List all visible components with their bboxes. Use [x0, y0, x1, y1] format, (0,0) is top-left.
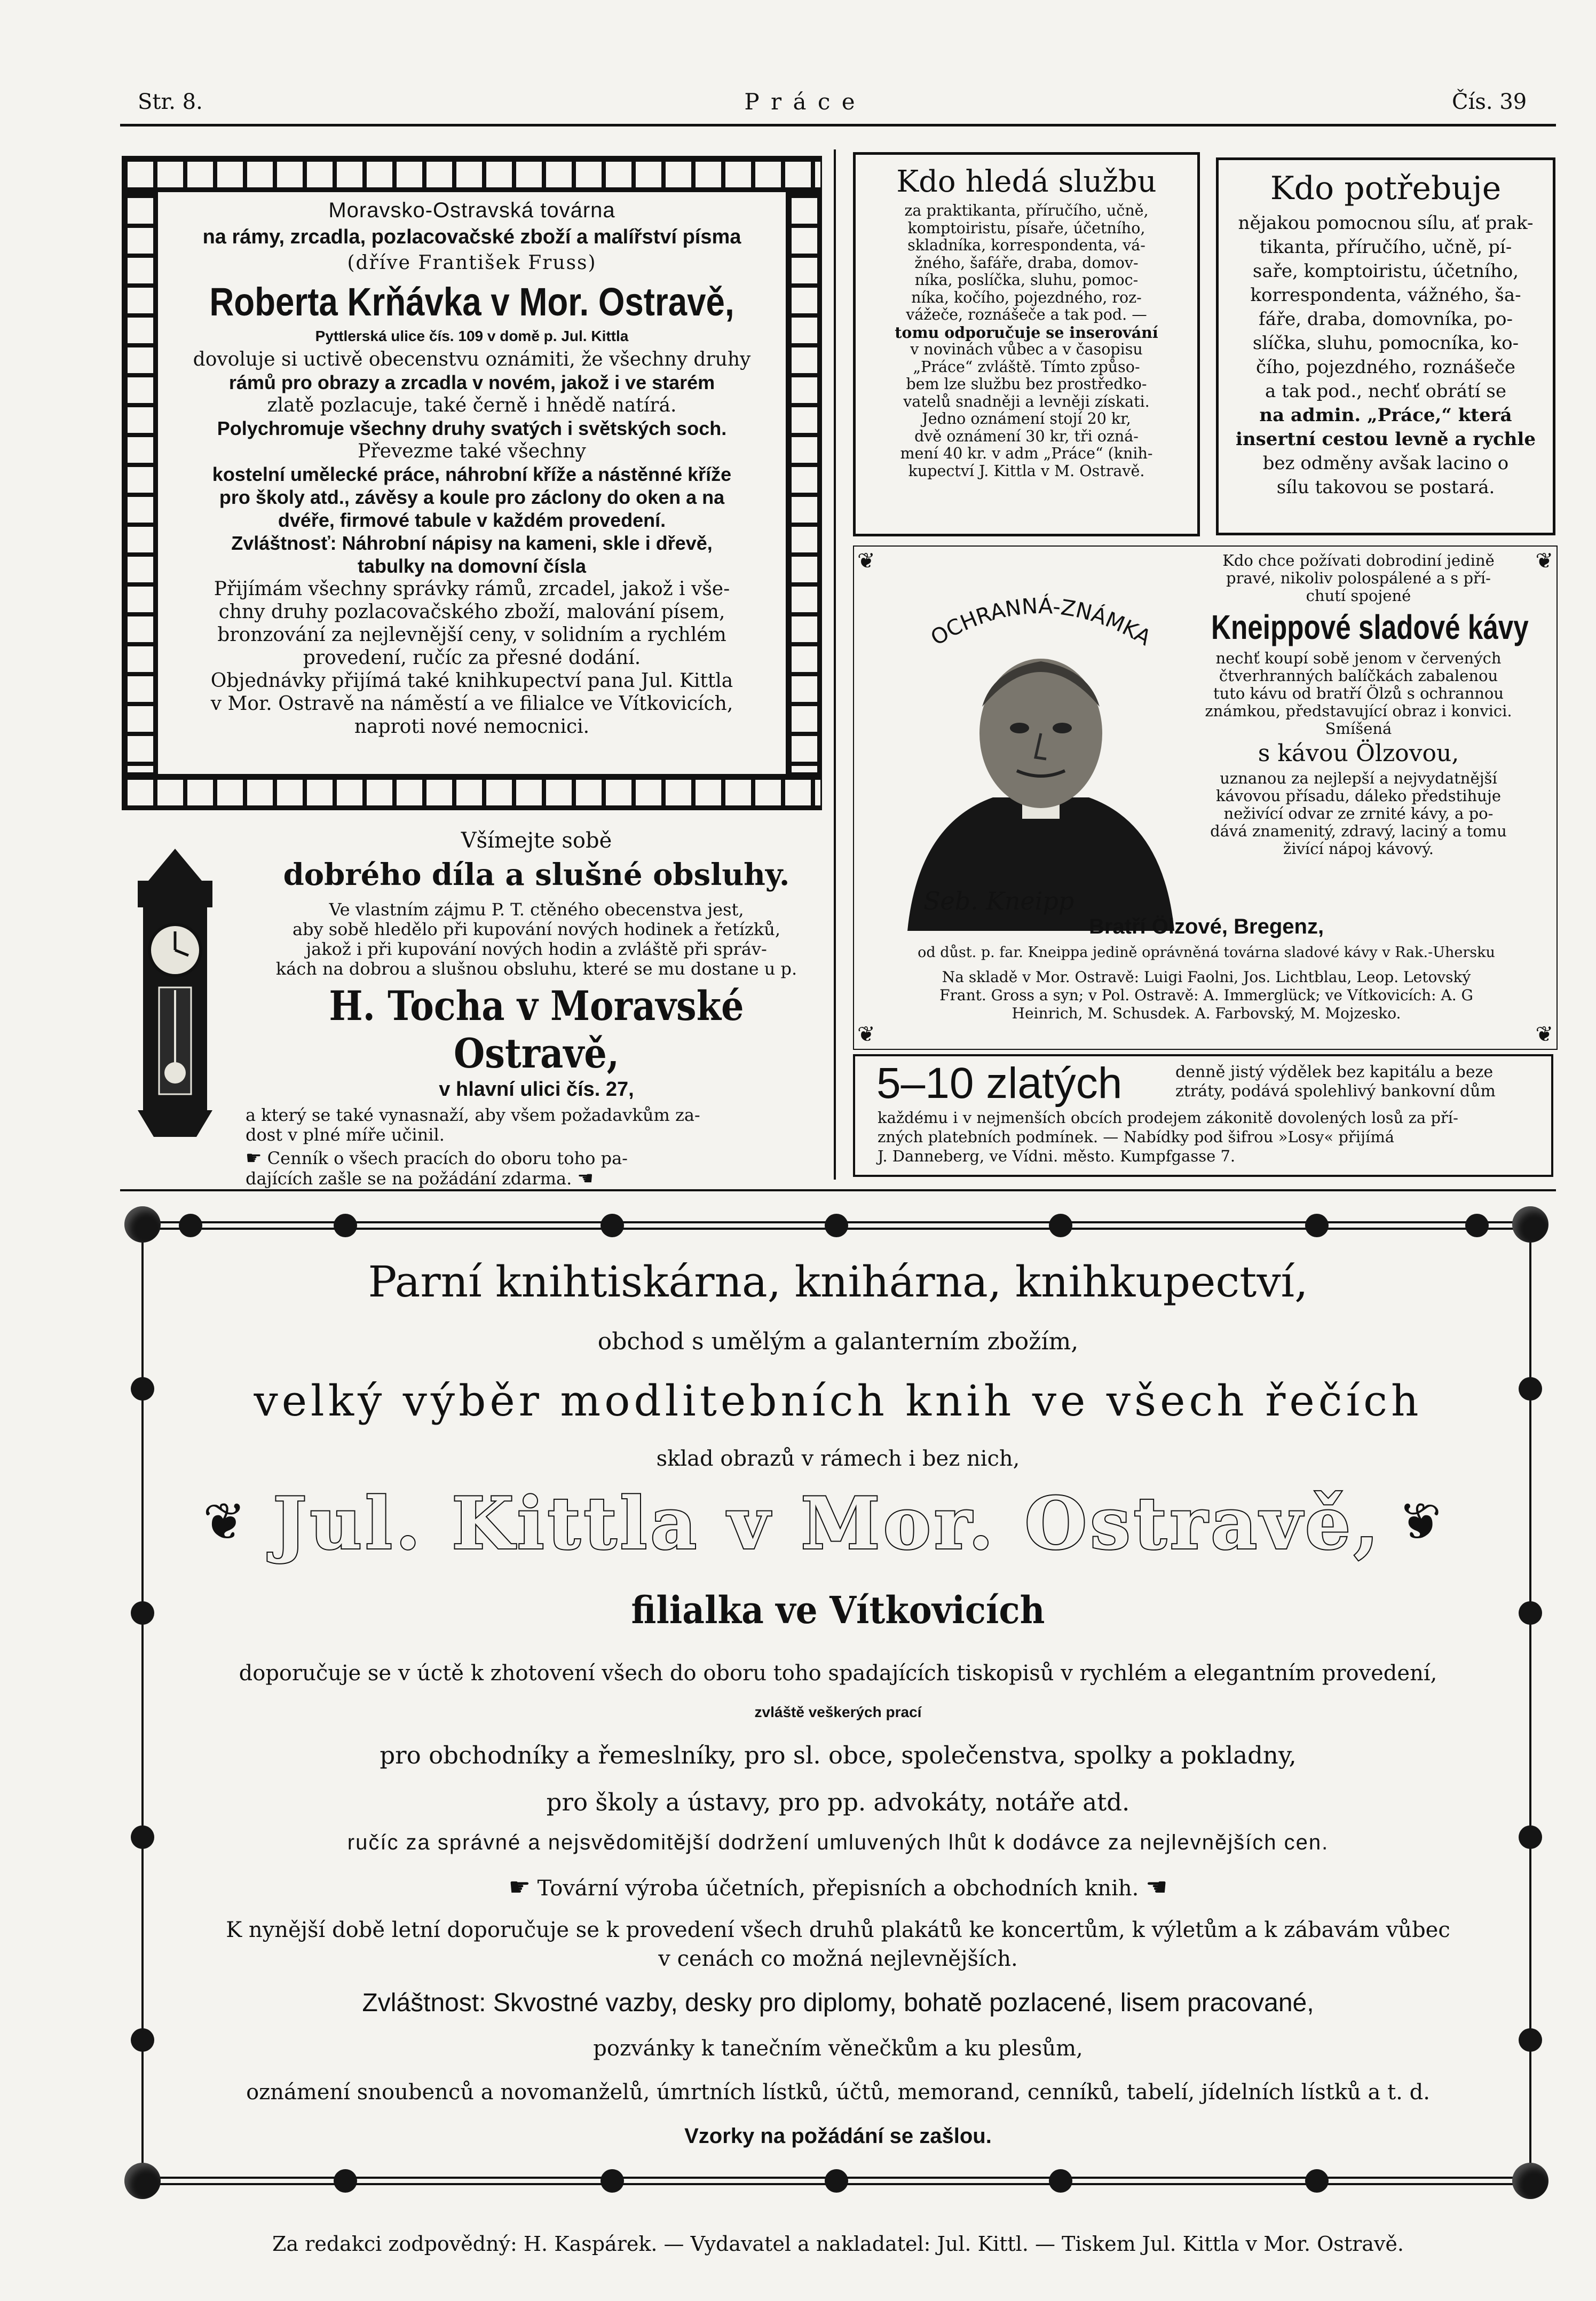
- text-line: dovoluje si uctivě obecenstvu oznámiti, že všechny druhy: [193, 349, 751, 370]
- text-line: neživící odvar ze zrnité kávy, a po-: [1223, 804, 1494, 823]
- corner-ornament-icon: ❦: [857, 549, 875, 573]
- zlatych-big: 5–10 zlatých: [876, 1059, 1123, 1108]
- text-line: kupectví J. Kittla v M. Ostravě.: [908, 462, 1145, 480]
- text-line: chutí spojené: [1306, 587, 1411, 605]
- cennik-text: Cenník o všech pracích do oboru toho pa-: [267, 1148, 628, 1168]
- text-line: Smíšená: [1325, 719, 1392, 738]
- tocha-l2: dobrého díla a slušné obsluhy.: [283, 857, 790, 892]
- text-line: Převezme také všechny: [358, 440, 586, 462]
- kneipp-firm-sub: od důst. p. far. Kneippa jedině oprávněná továrna sladové kávy v Rak.-Uhersku: [918, 944, 1495, 961]
- ornament-dot: [131, 1825, 154, 1849]
- kneipp-portrait-image: [886, 557, 1196, 936]
- ad-kneipp: [853, 545, 1558, 1050]
- text-line: Ve vlastním zájmu P. T. ctěného obecenstva jest,: [329, 899, 744, 920]
- text-line: na admin. „Práce,“ která: [1259, 405, 1512, 426]
- zlatych-l3: každému i v nejmenších obcích prodejem zákonitě dovolených losů za pří-: [878, 1109, 1458, 1127]
- greek-key-left: [122, 192, 158, 774]
- text-line: čtverhranných balíčkách zabalenou: [1219, 667, 1498, 685]
- text-line: čího, pojezdného, roznášeče: [1255, 357, 1515, 378]
- kneipp-stores: [854, 968, 1559, 1023]
- zlatych-l5: J. Danneberg, ve Vídni. město. Kumpfgasse 7.: [878, 1147, 1236, 1165]
- ornament-dot: [124, 1206, 161, 1243]
- text-line: za praktikanta, příručího, učně,: [904, 202, 1149, 219]
- potrebuje-text: [1230, 211, 1541, 500]
- text-line: mení 40 kr. v adm „Práce“ (knih-: [900, 445, 1153, 462]
- greek-key-top: [122, 156, 822, 192]
- ornament-dot: [131, 2028, 154, 2052]
- ornament-dot: [1049, 1214, 1072, 1237]
- ornament-dot: [825, 2169, 848, 2193]
- pointing-hand-icon: ☚: [577, 1168, 594, 1189]
- text-line: provedení, ručíc za přesné dodání.: [303, 647, 641, 669]
- ad-zlatych: [853, 1054, 1553, 1177]
- factory-title: Moravsko-Ostravská továrna: [328, 199, 615, 222]
- kittl-l4: sklad obrazů v rámech i bez nich,: [656, 1446, 1020, 1471]
- text-line: dvě oznámení 30 kr, tři ozná-: [914, 427, 1139, 445]
- kittl-l9: ručíc za správné a nejsvědomitější dodržení umluvených lhůt k dodávce za nejlevnějších cen.: [347, 1831, 1329, 1854]
- text-line: vážeče, roznášeče a tak pod. —: [906, 306, 1147, 323]
- tocha-text: [246, 900, 827, 979]
- kittl-l2: obchod s umělým a galanterním zbožím,: [597, 1328, 1079, 1355]
- kittl-filial: filialka ve Vítkovicích: [631, 1588, 1045, 1632]
- text-line: dává znamenitý, zdravý, laciný a tomu: [1210, 822, 1507, 840]
- kittl-l7: pro obchodníky a řemeslníky, pro sl. obce, společenstva, spolky a pokladny,: [380, 1741, 1297, 1769]
- kittl-l15: oznámení snoubenců a novomanželů, úmrtních lístků, účtů, memorand, cenníků, tabelí, jídelních lístků a t. d.: [246, 2080, 1430, 2105]
- trademark-arc-text: OCHRANNÁ-ZNÁMKA: [927, 594, 1156, 651]
- ornament-dot: [601, 1214, 624, 1237]
- zlatych-l1: denně jistý výdělek bez kapitálu a beze: [1175, 1063, 1494, 1081]
- ornament-dot: [1519, 1825, 1542, 1849]
- text-line: Heinrich, M. Schusdek. A. Farbovský, M. Mojzesko.: [1012, 1005, 1401, 1022]
- text-line: pro školy atd., závěsy a koule pro záclony do oken a na: [219, 486, 725, 508]
- ornament-dot: [825, 1214, 848, 1237]
- text-line: a tak pod., nechť obrátí se: [1265, 381, 1506, 402]
- text-line: Přijímám všechny správky rámů, zrcadel, jakož i vše-: [214, 578, 730, 600]
- kittl-name: Jul. Kittla v Mor. Ostravě,: [273, 1481, 1382, 1565]
- text-line: níka, kočího, pojezdného, roz-: [911, 288, 1142, 306]
- factory-products: na rámy, zrcadla, pozlacovačské zboží a malířství písma: [202, 226, 741, 248]
- text-line: kávovou přísadu, dáleko předstihuje: [1215, 787, 1501, 805]
- ornament-dot: [1305, 2169, 1329, 2193]
- tocha-cennik: [246, 1148, 827, 1168]
- corner-ornament-icon: ❦: [857, 1022, 875, 1047]
- corner-ornament-icon: ❦: [1535, 1022, 1553, 1047]
- scroll-ornament-right-icon: ❦: [1399, 1492, 1442, 1552]
- potrebuje-title: Kdo potřebuje: [1270, 170, 1502, 207]
- ad-krnavka: [160, 199, 784, 772]
- pointing-hand-icon: ☚: [1145, 1872, 1168, 1901]
- hleda-text: [866, 202, 1187, 480]
- header-rule: [120, 124, 1556, 126]
- kittl-l3: velký výběr modlitebních knih ve všech řečích: [254, 1376, 1423, 1426]
- text-line: pravé, nikoliv polospálené a s pří-: [1226, 569, 1491, 587]
- corner-ornament-icon: ❦: [1535, 549, 1553, 573]
- text-line: jakož i při kupování nových hodin a zvláště při správ-: [306, 939, 767, 959]
- imprint-footer: Za redakci zodpovědný: H. Kaspárek. — Vydavatel a nakladatel: Jul. Kittl. — Tiskem Jul. Kittla v Mor. Ostravě.: [272, 2232, 1404, 2256]
- text-line: naproti nové nemocnici.: [354, 716, 590, 738]
- text-line: korrespondenta, vážného, ša-: [1250, 284, 1521, 306]
- text-line: aby sobě hledělo při kupování nových hodinek a řetízků,: [292, 919, 781, 939]
- ad-tocha: [246, 828, 827, 1189]
- kneipp-product-name: Kneippové sladové kávy: [1211, 608, 1529, 646]
- text-line: tikanta, příručího, učně, pí-: [1259, 236, 1512, 258]
- kittl-l14: pozvánky k tanečním věnečkům a ku plesům,: [593, 2036, 1083, 2061]
- scroll-ornament-left-icon: ❦: [203, 1492, 246, 1552]
- text-line: v Mor. Ostravě na náměstí a ve filialce ve Vítkovicích,: [210, 693, 733, 715]
- ornament-dot: [1512, 2163, 1548, 2199]
- ornament-dot: [1465, 1214, 1489, 1237]
- section-rule: [120, 1189, 1556, 1191]
- text-line: bem lze službu bez prostředko-: [906, 375, 1147, 393]
- text-line: chny druhy pozlacovačského zboží, malování písem,: [218, 601, 725, 623]
- tocha-address: v hlavní ulici čís. 27,: [439, 1078, 634, 1101]
- wall-clock-image: [122, 843, 228, 1142]
- hleda-title: Kdo hledá službu: [896, 164, 1157, 199]
- issue-number: Čís. 39: [1452, 90, 1527, 114]
- greek-key-bottom: [122, 774, 822, 810]
- factory-text: [160, 348, 784, 738]
- greek-key-right: [786, 192, 822, 774]
- text-line: dvéře, firmové tabule v každém provedení.: [278, 509, 666, 531]
- text-line: Zvláštnosť: Náhrobní nápisy na kameni, skle i dřevě,: [231, 532, 713, 554]
- factory-owner: Roberta Krňávka v Mor. Ostravě,: [209, 280, 734, 324]
- zlatych-l2: ztráty, podává spolehlivý bankovní dům: [1175, 1082, 1496, 1101]
- kittl-l10: Tovární výroba účetních, přepisních a obchodních knih.: [537, 1876, 1139, 1901]
- text-line: tomu odporučuje se inserování: [895, 323, 1158, 342]
- text-line: uznanou za nejlepší a nejvydatnější: [1220, 769, 1497, 787]
- text-line: komptoiristu, písaře, účetního,: [907, 219, 1145, 237]
- ornament-dot: [334, 2169, 357, 2193]
- cennik-text: dajících zašle se na požádání zdarma.: [246, 1168, 572, 1189]
- text-line: kostelní umělecké práce, náhrobní kříže a nástěnné kříže: [212, 463, 732, 485]
- text-line: skladníka, korrespondenta, vá-: [907, 236, 1145, 254]
- text-line: vatelů snadněji a levněji získati.: [903, 392, 1150, 410]
- pointing-hand-icon: ☛: [246, 1148, 262, 1169]
- ornament-dot: [1519, 1377, 1542, 1401]
- ad-hleda-sluzbu: [853, 152, 1200, 536]
- kittl-l5: doporučuje se v úctě k zhotovení všech do oboru toho spadajících tiskopisů v rychlém a elegantním provedení,: [239, 1661, 1437, 1686]
- zlatych-l4: zných platebních podmínek. — Nabídky pod šifrou »Losy« přijímá: [878, 1128, 1395, 1146]
- text-line: a který se také vynasnaží, aby všem požadavkům za-: [246, 1105, 700, 1125]
- text-line: „Práce“ zvláště. Tímto způso-: [913, 358, 1140, 376]
- text-line: žného, šafáře, draba, domov-: [914, 254, 1139, 272]
- kittl-l12: v cenách co možná nejlevnějších.: [658, 1947, 1018, 1971]
- text-line: živící nápoj kávový.: [1283, 840, 1434, 858]
- text-line: Jedno oznámení stojí 20 kr,: [922, 410, 1131, 428]
- text-line: Polychromuje všechny druhy svatých i světských soch.: [217, 417, 727, 439]
- text-line: slíčka, sluhu, pomocníka, ko-: [1252, 333, 1519, 354]
- page-number: Str. 8.: [138, 90, 203, 114]
- pointing-hand-icon: ☛: [508, 1872, 531, 1901]
- newspaper-title: P r á c e: [744, 89, 857, 115]
- text-line: nechť koupí sobě jenom v červených: [1215, 649, 1502, 667]
- kneipp-text: [1174, 552, 1543, 858]
- factory-former: (dříve František Fruss): [347, 252, 597, 274]
- ornament-dot: [1519, 1601, 1542, 1625]
- text-line: nějakou pomocnou sílu, ať prak-: [1238, 212, 1534, 234]
- kittl-l6: zvláště veškerých prací: [754, 1704, 922, 1720]
- text-line: známkou, představující obraz i konvici.: [1205, 702, 1512, 720]
- text-line: dost v plné míře učinil.: [246, 1125, 445, 1145]
- tocha-text2: [246, 1105, 827, 1145]
- kneipp-subtitle: s kávou Ölzovou,: [1258, 740, 1459, 767]
- kittl-l13: Zvláštnost: Skvostné vazby, desky pro diplomy, bohatě pozlacené, lisem pracované,: [362, 1989, 1314, 2017]
- text-line: rámů pro obrazy a zrcadla v novém, jakož i ve starém: [228, 371, 715, 393]
- tocha-name: H. Tocha v Moravské Ostravě,: [329, 982, 744, 1077]
- text-line: Kdo chce požívati dobrodiní jedině: [1222, 551, 1495, 570]
- text-line: tuto kávu od bratří Ölzů s ochrannou: [1213, 684, 1504, 702]
- kittl-l8: pro školy a ústavy, pro pp. advokáty, notáře atd.: [546, 1788, 1130, 1816]
- ornament-dot: [124, 2163, 161, 2199]
- kittl-l16: Vzorky na požádání se zašlou.: [684, 2124, 992, 2148]
- text-line: v novinách vůbec a v časopisu: [910, 341, 1143, 358]
- text-line: saře, komptoiristu, účetního,: [1252, 260, 1519, 282]
- tocha-cennik2: [246, 1168, 827, 1189]
- ornament-dot: [1049, 2169, 1072, 2193]
- ornament-dot: [334, 1214, 357, 1237]
- ornament-dot: [131, 1601, 154, 1625]
- text-line: bronzování za nejlevnější ceny, v solidním a rychlém: [217, 624, 726, 646]
- kneipp-signature: Seb. Kneipp: [923, 887, 1074, 915]
- text-line: bez odměny avšak lacino o: [1262, 453, 1509, 474]
- kittl-l1: Parní knihtiskárna, knihárna, knihkupectví,: [368, 1257, 1308, 1307]
- ornament-dot: [1512, 1206, 1548, 1243]
- text-line: Frant. Gross a syn; v Pol. Ostravě: A. Immerglück; ve Vítkovicích: A. G: [939, 986, 1473, 1004]
- ornament-dot: [1519, 2028, 1542, 2052]
- ornament-dot: [601, 2169, 624, 2193]
- column-divider: [834, 149, 836, 1180]
- factory-address: Pyttlerská ulice čís. 109 v domě p. Jul. Kittla: [315, 328, 629, 344]
- kneipp-firm: Bratří Ölzové, Bregenz,: [1088, 915, 1324, 938]
- ornament-dot: [179, 1214, 202, 1237]
- kittl-l11: K nynější době letní doporučuje se k provedení všech druhů plakátů ke koncertům, k výletům a k zábavám vůbec: [226, 1918, 1450, 1942]
- text-line: tabulky na domovní čísla: [357, 555, 587, 577]
- text-line: zlatě pozlacuje, také černě i hnědě natírá.: [267, 394, 677, 416]
- text-line: insertní cestou levně a rychle: [1236, 429, 1536, 450]
- text-line: fáře, draba, domovníka, po-: [1259, 309, 1513, 330]
- ad-potrebuje: [1216, 157, 1555, 535]
- ornament-dot: [1305, 1214, 1329, 1237]
- ornament-dot: [131, 1377, 154, 1401]
- text-line: Na skladě v Mor. Ostravě: Luigi Faolni, Jos. Lichtblau, Leop. Letovský: [942, 968, 1471, 986]
- text-line: Objednávky přijímá také knihkupectví pana Jul. Kittla: [210, 670, 733, 692]
- text-line: níka, poslíčka, sluhu, pomoc-: [914, 271, 1139, 289]
- text-line: kách na dobrou a slušnou obsluhu, které se mu dostane u p.: [275, 959, 797, 979]
- text-line: sílu takovou se postará.: [1276, 477, 1495, 498]
- tocha-l1: Všímejte sobě: [461, 828, 612, 853]
- kittl-l10-row: [160, 1872, 1516, 1901]
